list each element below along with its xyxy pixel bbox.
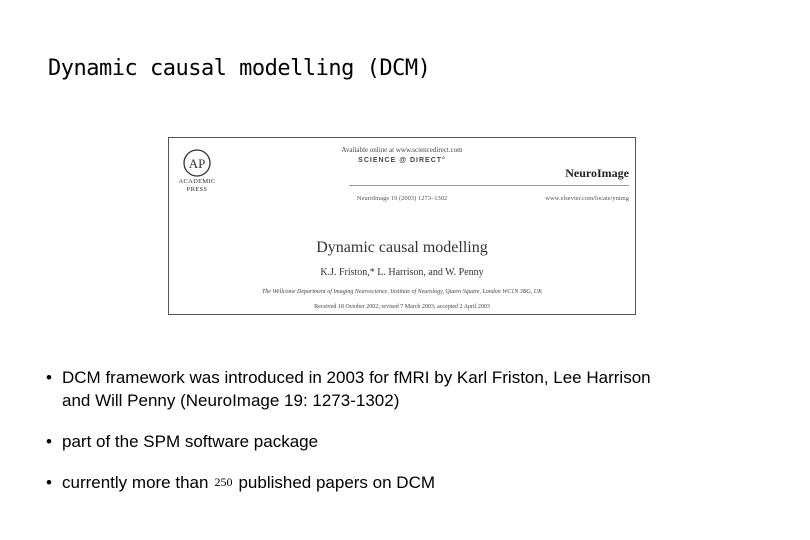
bullet-item <box>46 471 776 494</box>
bullet-text-pre: currently more than <box>62 473 209 492</box>
publisher-line-1: ACADEMIC <box>178 178 216 185</box>
bullet-marker: • <box>46 432 52 451</box>
paper-title: Dynamic causal modelling <box>316 239 488 256</box>
slide-title: Dynamic causal modelling (DCM) <box>48 56 431 81</box>
header-divider <box>349 185 629 186</box>
journal-name: NeuroImage <box>565 166 629 180</box>
paper-header-image <box>168 137 636 315</box>
bullet-item <box>46 430 776 453</box>
paper-affiliation: The Wellcome Department of Imaging Neuroscience, Institute of Neurology, Queen Square, London WC1N 3BG, UK <box>261 289 543 295</box>
bullet-text-post: published papers on DCM <box>238 473 436 492</box>
bullet-text-line: and Will Penny (NeuroImage 19: 1273-1302) <box>62 391 400 410</box>
bullet-marker: • <box>46 368 52 387</box>
svg-text:AP: AP <box>188 156 206 171</box>
bullet-marker: • <box>46 473 52 492</box>
paper-count: 250 <box>214 475 233 489</box>
journal-citation: NeuroImage 19 (2003) 1273–1302 <box>356 195 448 202</box>
academic-press-logo <box>177 148 217 194</box>
bullet-text-line: DCM framework was introduced in 2003 for fMRI by Karl Friston, Lee Harrison <box>62 368 651 387</box>
bullet-list <box>46 366 776 494</box>
bullet-text-line: part of the SPM software package <box>62 432 319 451</box>
publisher-line-2: PRESS <box>186 186 208 193</box>
paper-authors: K.J. Friston,* L. Harrison, and W. Penny <box>320 267 484 278</box>
bullet-text-line <box>62 471 776 494</box>
available-online-text: Available online at www.sciencedirect.com <box>341 146 463 154</box>
bullet-item <box>46 366 776 412</box>
journal-website: www.elsevier.com/locate/ynimg <box>545 195 629 202</box>
sciencedirect-logo: SCIENCE @ DIRECT° <box>358 157 446 164</box>
paper-dates: Received 18 October 2002; revised 7 March 2003; accepted 2 April 2003 <box>314 304 490 310</box>
